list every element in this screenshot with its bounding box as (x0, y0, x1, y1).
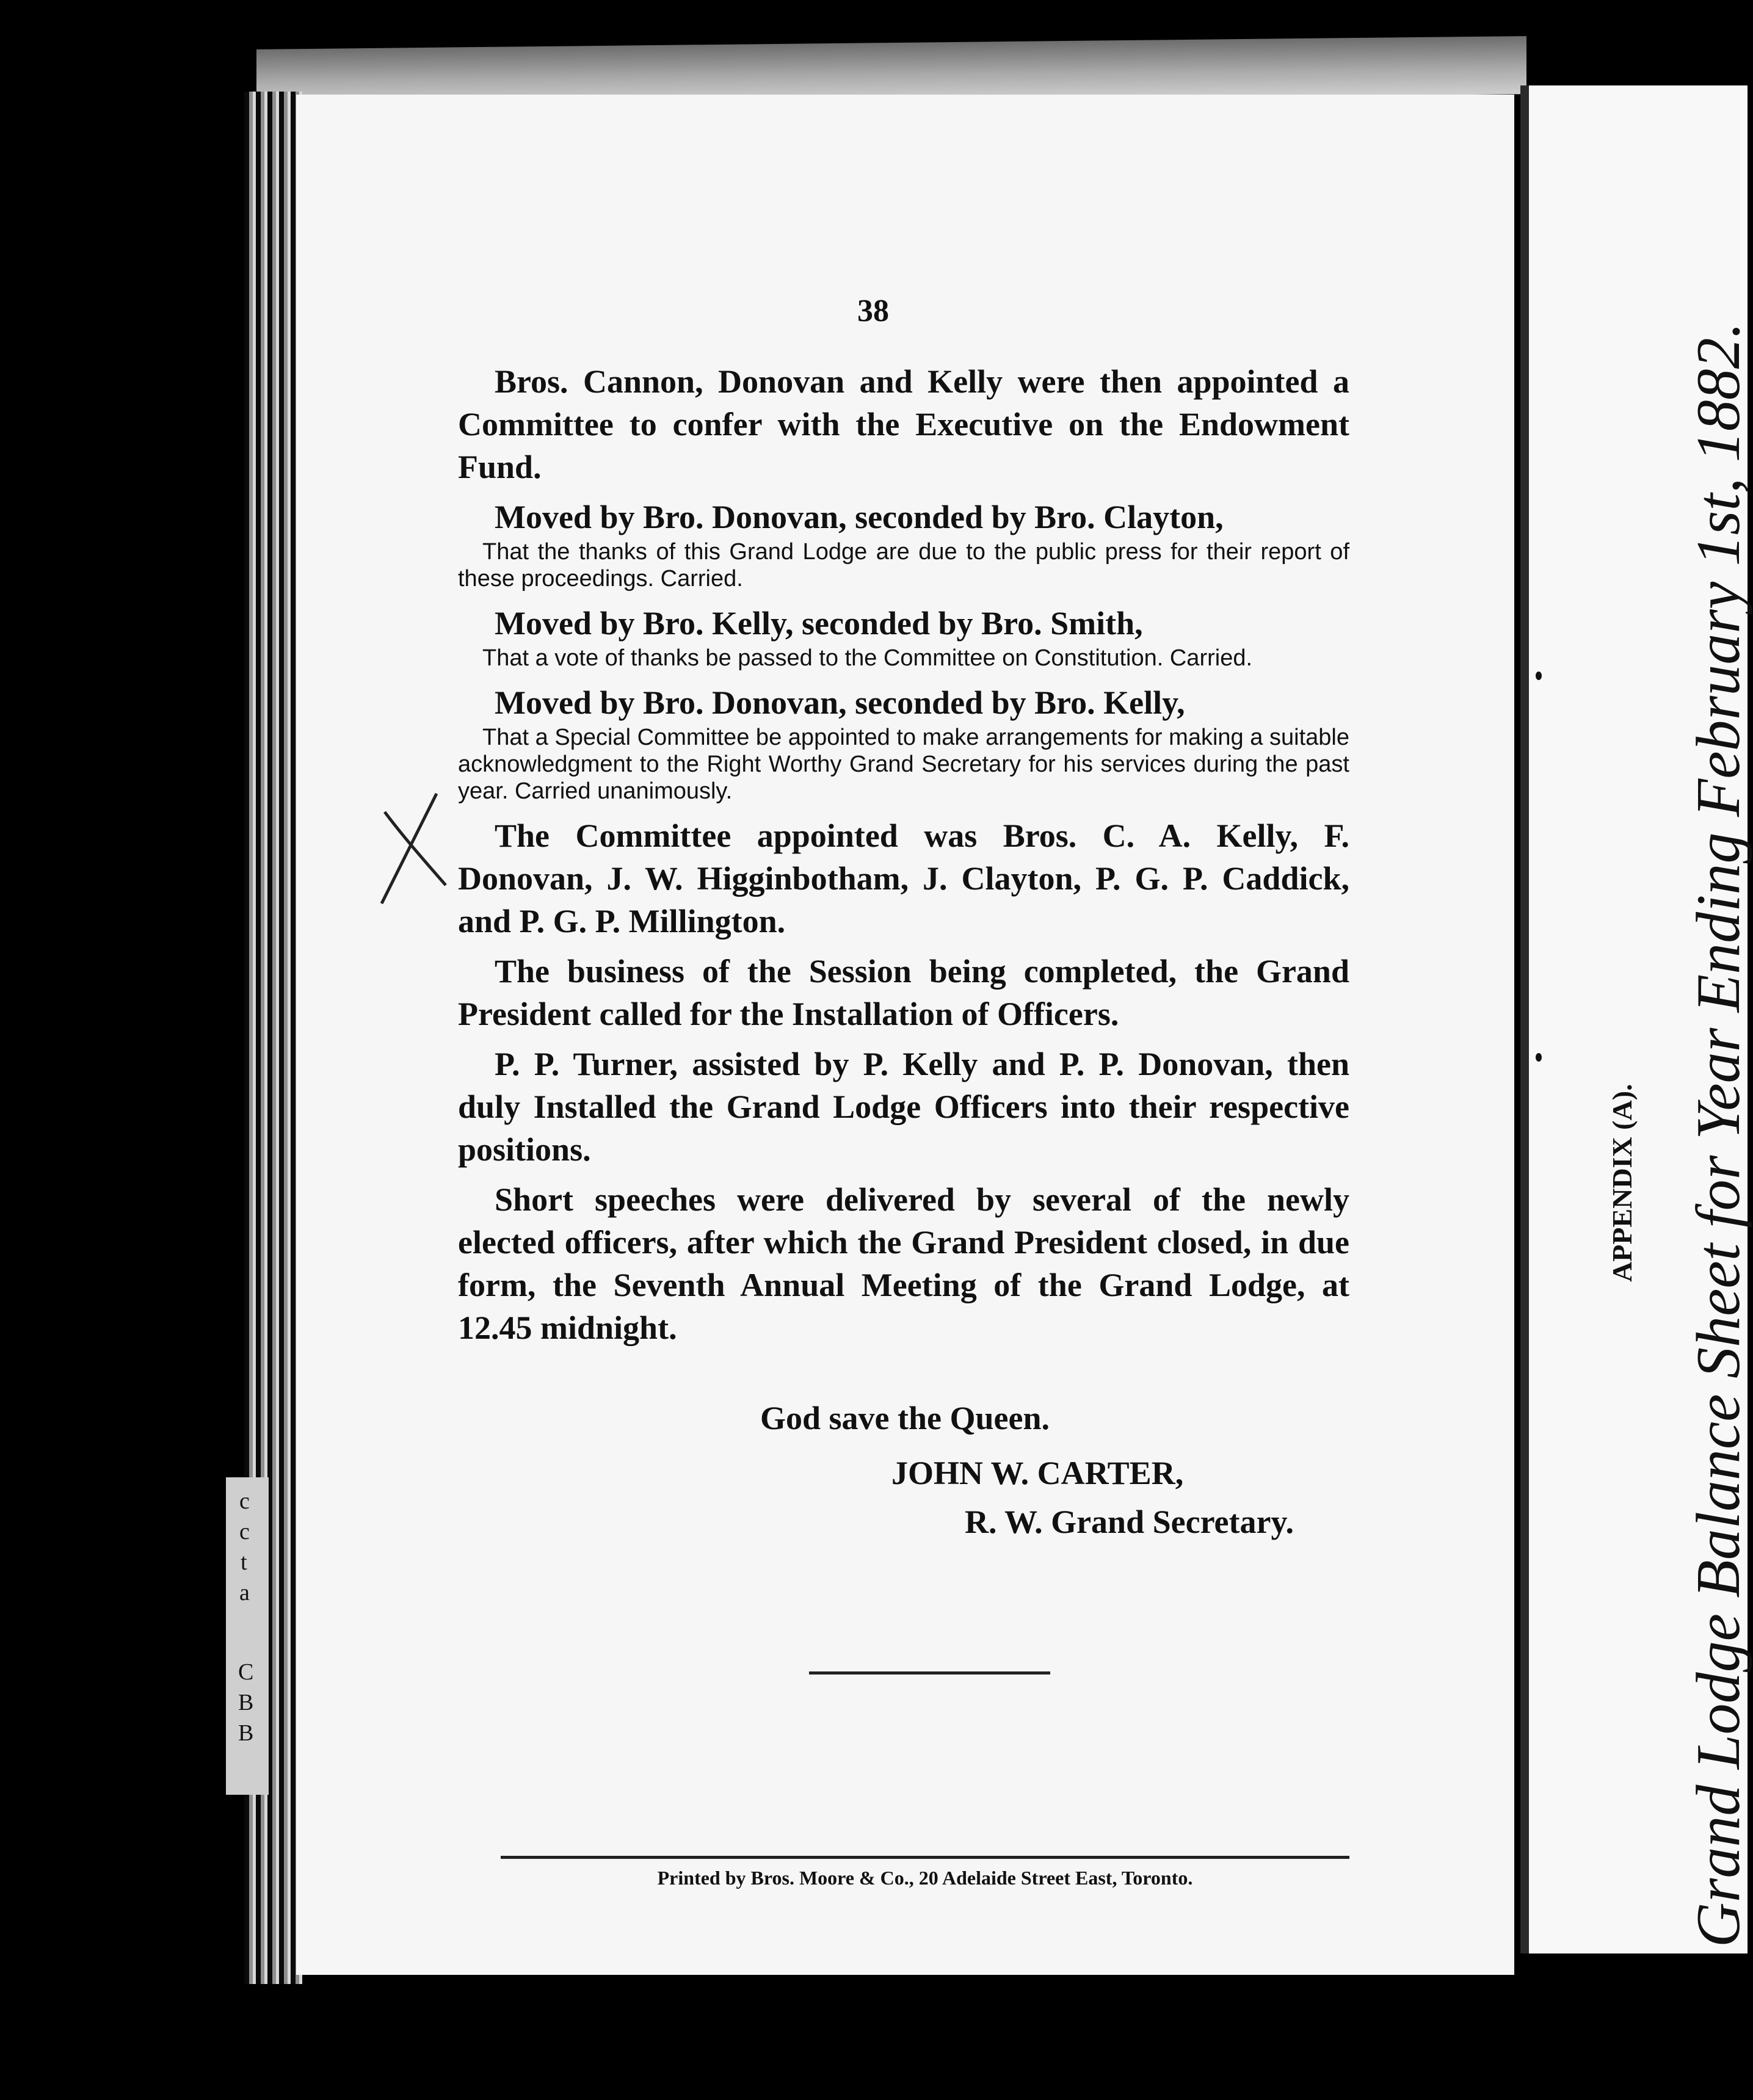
paragraph-session-completed: The business of the Session being completed, the Grand President called for the Installation of Officers. (458, 953, 1349, 1032)
motion-moved: Moved by Bro. Donovan, seconded by Bro. Kelly, (495, 684, 1185, 721)
signatory-title: R. W. Grand Secretary. (965, 1504, 1294, 1540)
left-margin-fragment (226, 1477, 269, 1795)
footer-rule (501, 1856, 1349, 1859)
appendix-title: Grand Lodge Balance Sheet for Year Ending February 1st, 1882. (1684, 322, 1753, 1947)
appendix-heading: APPENDIX (A). (1606, 1084, 1638, 1282)
fragment-char: C (238, 1659, 254, 1685)
paragraph-closing-speeches: Short speeches were delivered by several of the newly elected officers, after which the Grand President closed, in due form, the Seventh Annual Meeting of the Grand Lodge, at 12.45 midnight. (458, 1181, 1349, 1346)
page-mark (1536, 1053, 1542, 1062)
paragraph-committee-members: The Committee appointed was Bros. C. A. Kelly, F. Donovan, J. W. Higginbotham, J. Clayton, P. G. P. Caddick, and P. G. P. Millington. (458, 817, 1349, 940)
proceedings-text (458, 360, 1349, 1356)
motion-moved: Moved by Bro. Kelly, seconded by Bro. Smith, (495, 605, 1143, 642)
motion-resolution: That a vote of thanks be passed to the Committee on Constitution. Carried. (482, 645, 1253, 671)
handwritten-x-mark (372, 788, 452, 910)
paragraph-committee: Bros. Cannon, Donovan and Kelly were then appointed a Committee to confer with the Executive on the Endowment Fund. (458, 363, 1349, 485)
fragment-char: B (238, 1720, 254, 1746)
printer-imprint: Printed by Bros. Moore & Co., 20 Adelaide Street East, Toronto. (657, 1867, 1193, 1889)
closing-line: God save the Queen. (760, 1400, 1050, 1436)
motion-resolution: That the thanks of this Grand Lodge are due to the public press for their report of these proceedings. Carried. (458, 539, 1349, 592)
signatory-name: JOHN W. CARTER, (891, 1455, 1184, 1491)
fragment-char: B (238, 1690, 254, 1715)
fragment-char: a (239, 1580, 250, 1606)
motion-moved: Moved by Bro. Donovan, seconded by Bro. Clayton, (495, 499, 1224, 535)
motion-resolution: That a Special Committee be appointed to make arrangements for making a suitable acknowledgment to the Right Worthy Grand Secretary for his services during the past year. Carried unanimously. (458, 725, 1349, 804)
paragraph-installation: P. P. Turner, assisted by P. Kelly and P. P. Donovan, then duly Installed the Grand Lodge Officers into their respective positions. (458, 1046, 1349, 1168)
page-number: 38 (857, 294, 889, 328)
page-mark (1536, 672, 1542, 680)
fragment-char: t (241, 1549, 247, 1575)
section-divider (809, 1671, 1050, 1675)
fragment-char: c (239, 1488, 250, 1514)
fragment-char: c (239, 1519, 250, 1544)
